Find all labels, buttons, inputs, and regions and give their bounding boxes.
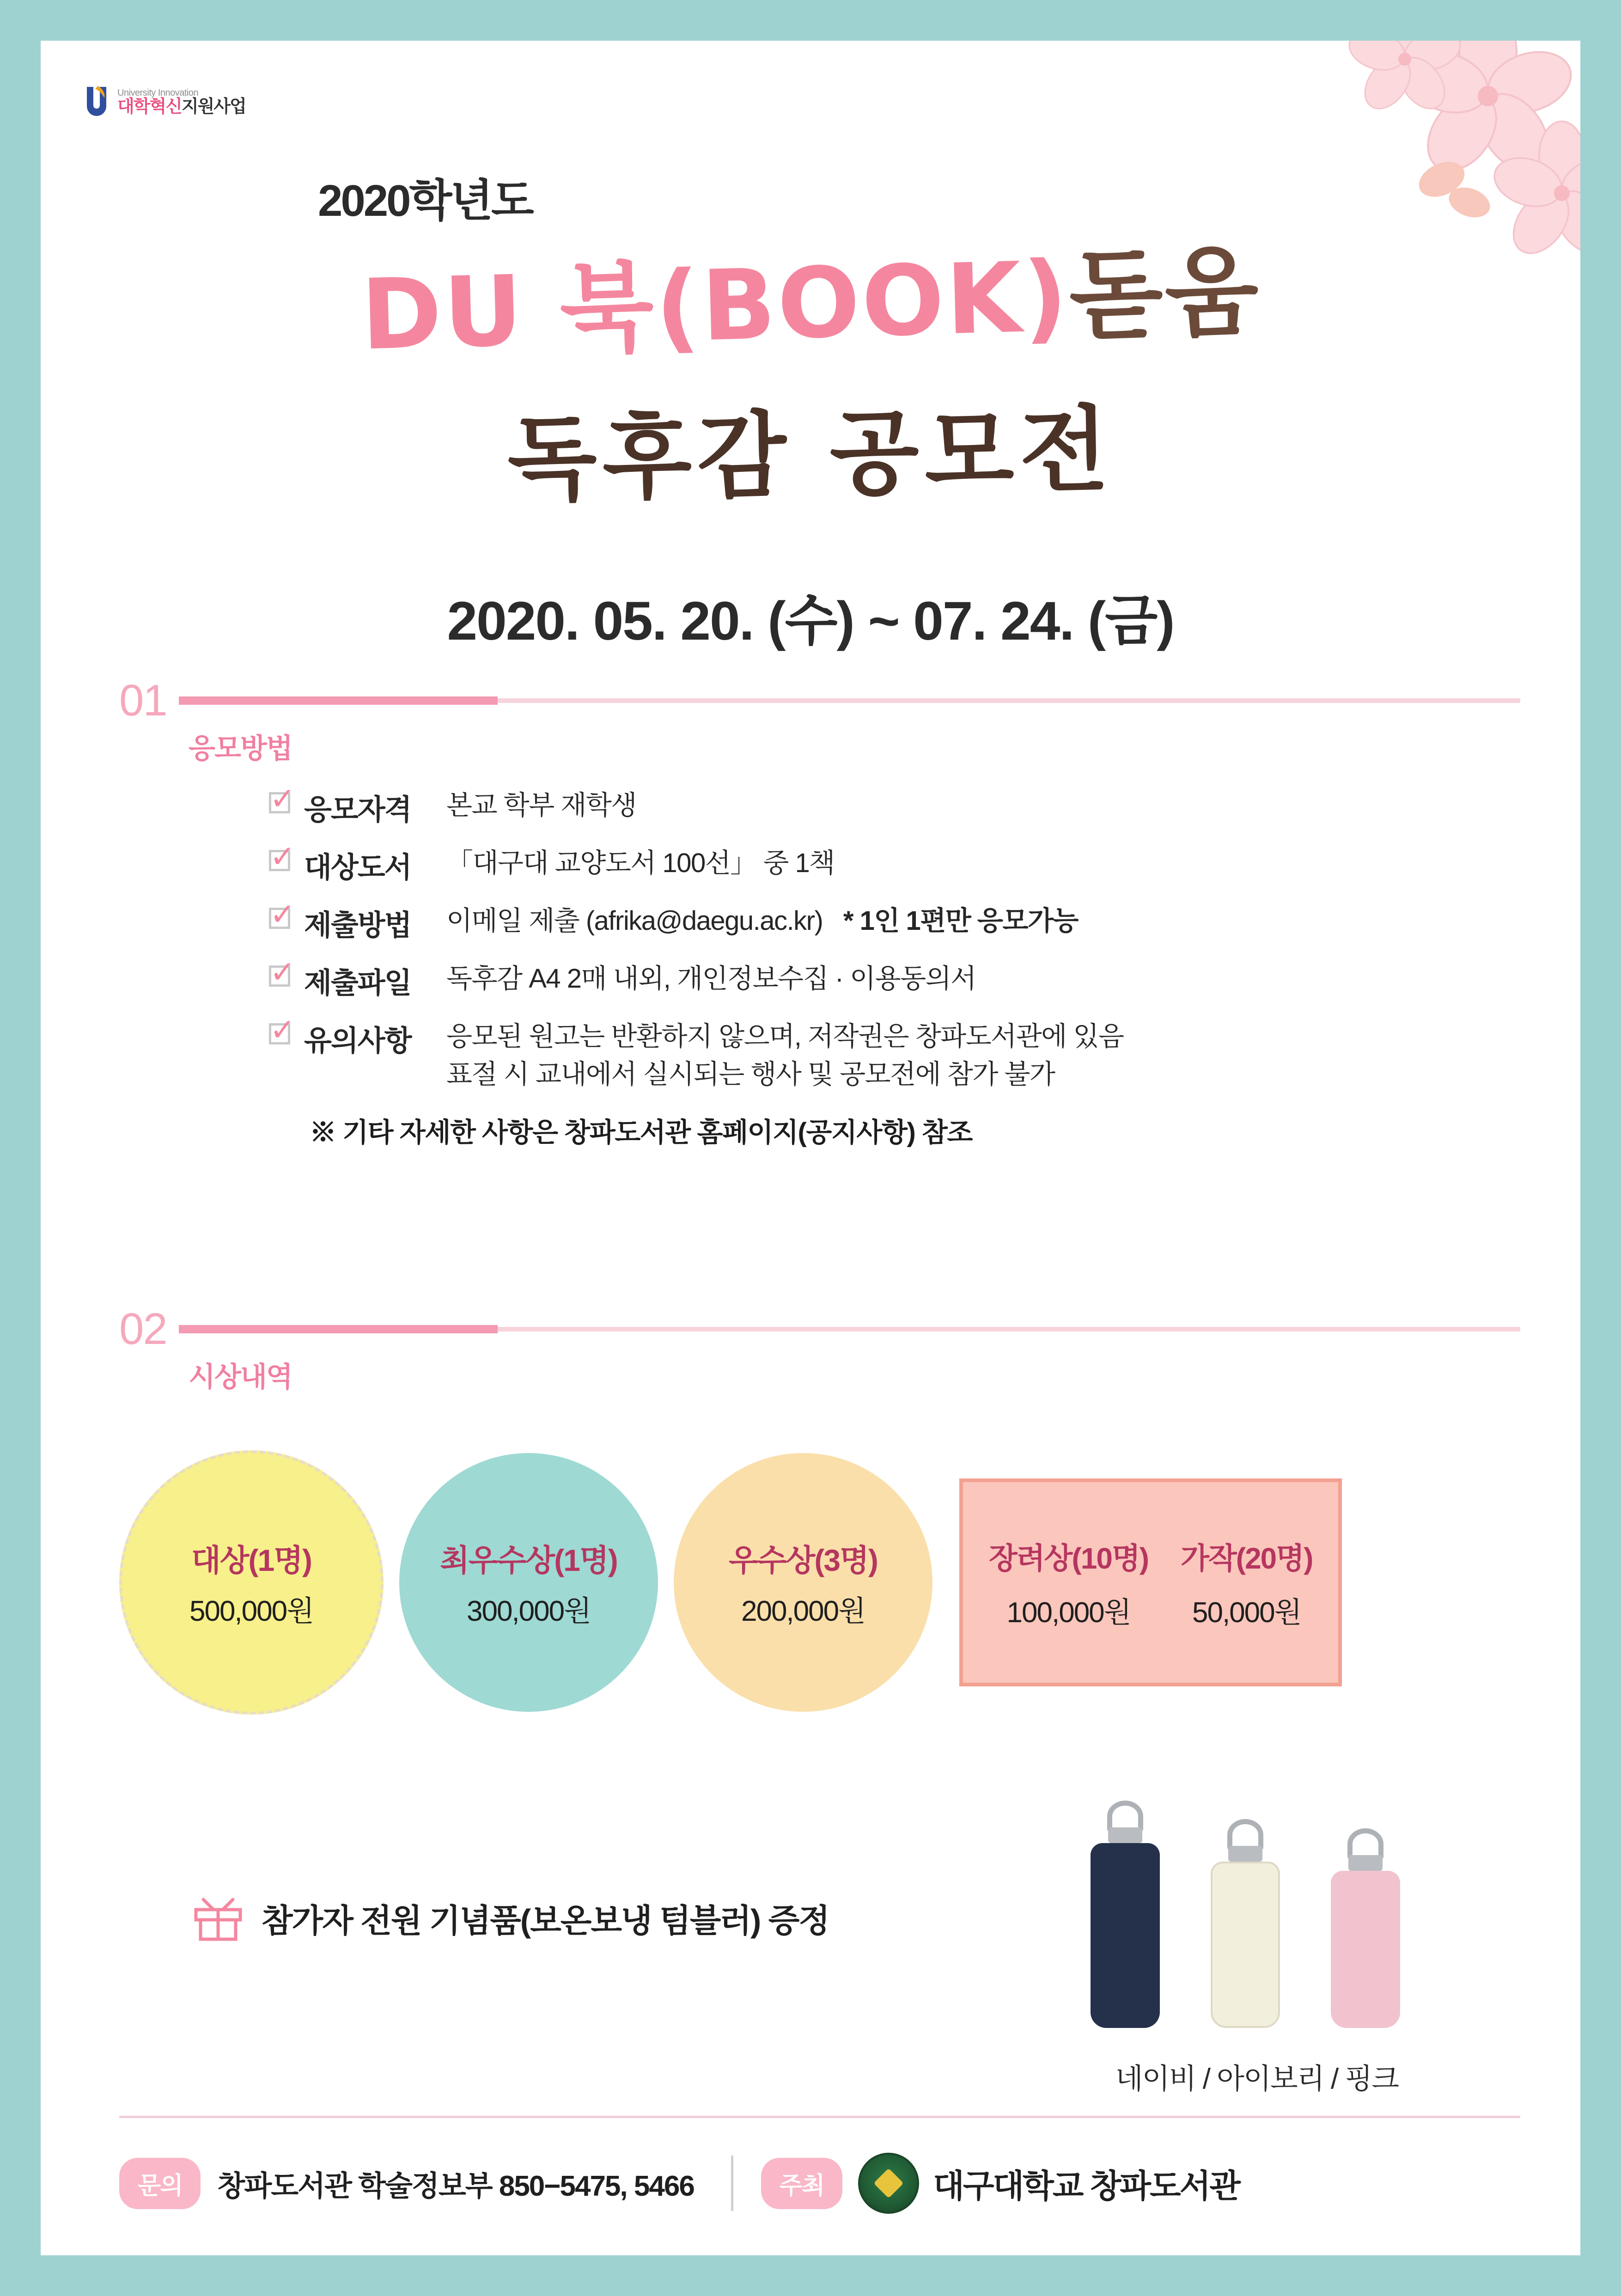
checkmark-icon: ✓ [270, 1012, 296, 1048]
section-02-header [119, 1304, 1520, 1354]
prize-name: 대상(1명) [191, 1543, 311, 1577]
event-date-range: 2020. 05. 20. (수) ~ 07. 24. (금) [447, 591, 1174, 652]
section-01-header [119, 678, 1520, 723]
prize-circle-excellent [674, 1453, 932, 1712]
section-01-note: ※ 기타 자세한 사항은 창파도서관 홈페이지(공지사항) 참조 [310, 1117, 972, 1148]
item-value [446, 902, 1078, 940]
title-line-1-b: 돋움 [1067, 237, 1262, 351]
prize-circle-grand [119, 1450, 384, 1715]
prize-amount: 100,000원 [1006, 1596, 1131, 1629]
prize-name: 우수상(3명) [729, 1543, 878, 1577]
prize-circle-best [399, 1453, 658, 1712]
gift-icon [193, 1894, 243, 1942]
footer-vertical-divider [731, 2156, 733, 2211]
section-02-rule [179, 1327, 1520, 1331]
logo-main-rest: 지원사업 [181, 97, 246, 116]
checkmark-icon: ✓ [270, 954, 296, 990]
title-line-1-a: DU 북(BOOK) [360, 240, 1071, 372]
prize-amount: 50,000원 [1192, 1596, 1301, 1629]
item-value: 본교 학부 재학생 [446, 790, 636, 820]
section-01-number: 01 [119, 676, 167, 725]
poster-canvas [41, 41, 1580, 2255]
item-value-line-1: 응모된 원고는 반환하지 않으며, 저작권은 창파도서관에 있음 [446, 1021, 1124, 1051]
prize-name: 가작(20명) [1181, 1541, 1313, 1575]
university-emblem-icon [858, 2153, 919, 2214]
prize-list [119, 1450, 1520, 1715]
checkmark-icon: ✓ [270, 781, 296, 817]
section-01-label: 응모방법 [189, 733, 292, 764]
list-item [267, 781, 1520, 828]
tumbler-colors-caption: 네이비 / 아이보리 / 핑크 [1115, 2063, 1399, 2095]
logo-mark-icon [82, 85, 111, 119]
host-name: 대구대학교 창파도서관 [933, 2168, 1239, 2204]
section-02-number: 02 [119, 1304, 167, 1354]
prize-encouragement [989, 1535, 1148, 1630]
item-label: 제출파일 [304, 967, 411, 999]
item-value: 「대구대 교양도서 100선」 중 1책 [446, 848, 835, 878]
prize-name: 최우수상(1명) [440, 1543, 617, 1577]
program-logo [82, 85, 246, 119]
prize-box-group [959, 1478, 1342, 1686]
item-label: 대상도서 [304, 852, 411, 884]
item-value [446, 1018, 1124, 1094]
tumbler-navy [1091, 1801, 1160, 2028]
tumbler-ivory [1211, 1819, 1280, 2028]
prize-amount: 500,000원 [189, 1595, 313, 1627]
contact-text: 창파도서관 학술정보부 850−5475, 5466 [217, 2170, 694, 2202]
poster-title [41, 226, 1580, 513]
section-01-rule [179, 698, 1520, 703]
academic-year: 2020학년도 [318, 176, 532, 226]
prize-amount: 200,000원 [741, 1595, 865, 1627]
item-value-line-2: 표절 시 교내에서 실시되는 행사 및 공모전에 참가 불가 [446, 1059, 1055, 1090]
prize-name: 장려상(10명) [989, 1541, 1149, 1575]
item-label: 제출방법 [304, 910, 411, 941]
list-item [267, 954, 1520, 1001]
logo-main-label [117, 98, 246, 116]
footer-divider [119, 2116, 1520, 2118]
item-label: 유의사항 [304, 1025, 411, 1057]
tumbler-pink [1331, 1828, 1400, 2028]
prize-honorable [1181, 1535, 1312, 1630]
souvenir-text: 참가자 전원 기념품(보온보냉 텀블러) 증정 [262, 1902, 829, 1939]
list-item [267, 897, 1520, 943]
section-prizes [119, 1304, 1520, 1395]
logo-sub-label: University Innovation [117, 87, 199, 98]
apply-item-list [267, 781, 1520, 1094]
list-item [267, 1012, 1520, 1094]
item-value-text: 이메일 제출 (afrika@daegu.ac.kr) [446, 906, 823, 936]
title-line-1 [359, 214, 1262, 377]
contact-pill: 문의 [119, 2158, 201, 2209]
checkmark-icon: ✓ [270, 897, 296, 932]
section-02-label: 시상내역 [189, 1362, 292, 1392]
title-line-2: 독후감 공모전 [506, 396, 1115, 514]
item-label: 응모자격 [304, 794, 411, 826]
item-value: 독후감 A4 2매 내외, 개인정보수집 · 이용동의서 [446, 964, 976, 994]
list-item [267, 839, 1520, 885]
logo-main-accent: 대학혁신 [117, 97, 182, 116]
tumbler-illustration [1072, 1788, 1442, 2028]
host-pill: 주최 [761, 2158, 842, 2209]
checkmark-icon: ✓ [270, 839, 296, 874]
prize-amount: 300,000원 [466, 1595, 591, 1627]
footer [119, 2153, 1520, 2214]
section-how-to-apply [119, 678, 1520, 1149]
souvenir-row [193, 1894, 829, 1942]
item-value-note: * 1인 1편만 응모가능 [843, 906, 1079, 936]
